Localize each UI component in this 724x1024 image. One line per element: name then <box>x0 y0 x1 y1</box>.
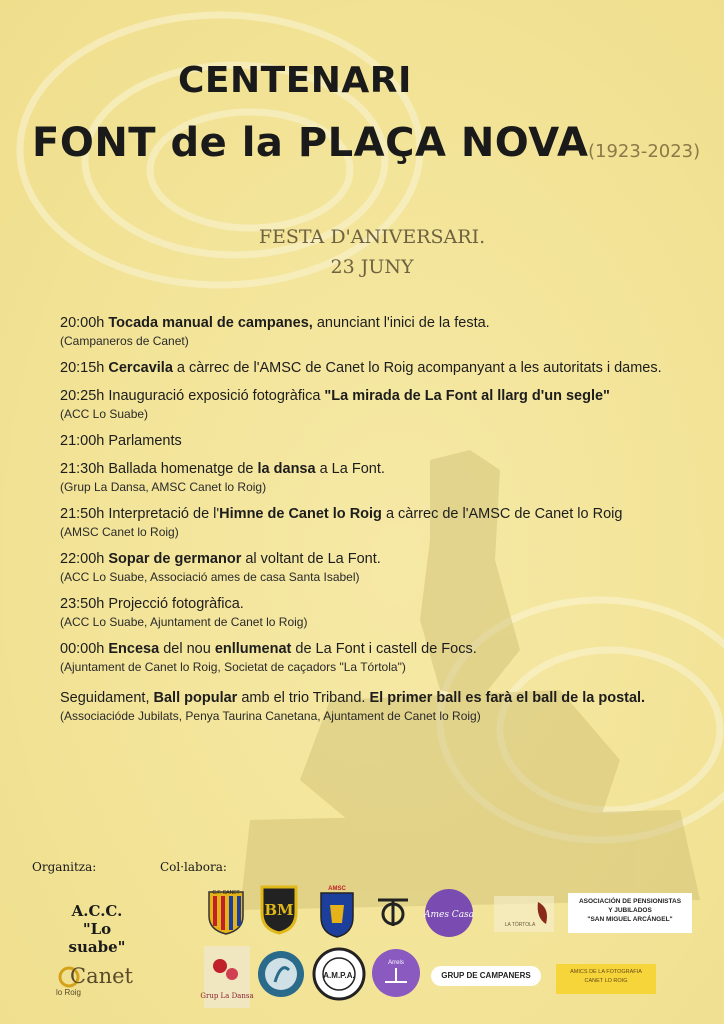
la-tortola-logo <box>494 896 554 932</box>
event-item: 22:00h Sopar de germanor al voltant de La Font. (ACC Lo Suabe, Associació ames de casa Santa Isabel) <box>60 551 381 584</box>
canet-logo: Canet lo Roig <box>56 964 133 997</box>
amsc-shield-icon <box>318 883 356 939</box>
event-item: 20:00h Tocada manual de campanes, anunciant l'inici de la festa. (Campaneros de Canet) <box>60 315 490 348</box>
organitza-label: Organitza: <box>32 860 97 874</box>
collabora-label: Col·labora: <box>160 860 227 874</box>
music-circle-logo <box>257 950 305 998</box>
svg-text:Ames Casa: Ames Casa <box>423 910 475 920</box>
event-item: 21:00h Parlaments <box>60 433 182 449</box>
campaners-badge: GRUP DE CAMPANERS <box>431 966 541 986</box>
arrels-logo <box>371 948 421 998</box>
title-centenari: CENTENARI <box>178 60 412 101</box>
event-item: 00:00h Encesa del nou enllumenat de La Font i castell de Focs. (Ajuntament de Canet lo Roig, Societat de caçadors "La Tórtola") <box>60 641 477 674</box>
ames-casa-logo <box>424 888 474 938</box>
svg-text:Grup La Dansa: Grup La Dansa <box>200 992 254 1000</box>
event-item: 20:15h Cercavila a càrrec de l'AMSC de Canet lo Roig acompanyant a les autoritats i dames. <box>60 360 662 376</box>
ampa-seal-logo <box>313 948 365 1000</box>
svg-text:AMSC: AMSC <box>328 886 346 892</box>
title-font: FONT de la PLAÇA NOVA <box>32 120 589 166</box>
cp-emblem-icon <box>374 894 412 930</box>
amics-fotografia-logo: AMICS DE LA FOTOGRAFIA CANET LO ROIG <box>556 964 656 994</box>
svg-text:LA TÓRTOLA: LA TÓRTOLA <box>504 922 536 928</box>
svg-text:C.F. CANET: C.F. CANET <box>212 890 240 896</box>
pensionistas-logo: ASOCIACIÓN DE PENSIONISTAS Y JUBILADOS "SAN MIGUEL ARCÁNGEL" <box>568 893 692 933</box>
event-item: 21:50h Interpretació de l'Himne de Canet lo Roig a càrrec de l'AMSC de Canet lo Roig (AMSC Canet lo Roig) <box>60 506 623 539</box>
acc-lo-suabe-logo: A.C.C. "Lo suabe" <box>68 902 126 956</box>
svg-text:A.M.P.A.: A.M.P.A. <box>323 971 355 980</box>
program-list <box>60 313 700 733</box>
event-item: 20:25h Inauguració exposició fotogràfica "La mirada de La Font al llarg d'un segle" (ACC Lo Suabe) <box>60 388 610 421</box>
event-item: Seguidament, Ball popular amb el trio Triband. El primer ball es farà el ball de la postal. (Associacióde Jubilats, Penya Taurina Canetana, Ajuntament de Canet lo Roig) <box>60 690 646 723</box>
cf-canet-crest-icon <box>207 886 245 936</box>
festa-date: 23 JUNY <box>330 256 414 278</box>
svg-text:Arrels: Arrels <box>388 960 404 966</box>
svg-text:BM: BM <box>264 901 294 919</box>
festa-heading <box>0 222 724 282</box>
event-item: 23:50h Projecció fotogràfica. (ACC Lo Suabe, Ajuntament de Canet lo Roig) <box>60 596 308 629</box>
festa-title: FESTA D'ANIVERSARI. <box>258 226 486 248</box>
bm-shield-icon <box>260 883 298 935</box>
grup-dansa-logo <box>200 946 254 1008</box>
event-item: 21:30h Ballada homenatge de la dansa a La Font. (Grup La Dansa, AMSC Canet lo Roig) <box>60 461 385 494</box>
years-range: (1923-2023) <box>588 141 701 162</box>
